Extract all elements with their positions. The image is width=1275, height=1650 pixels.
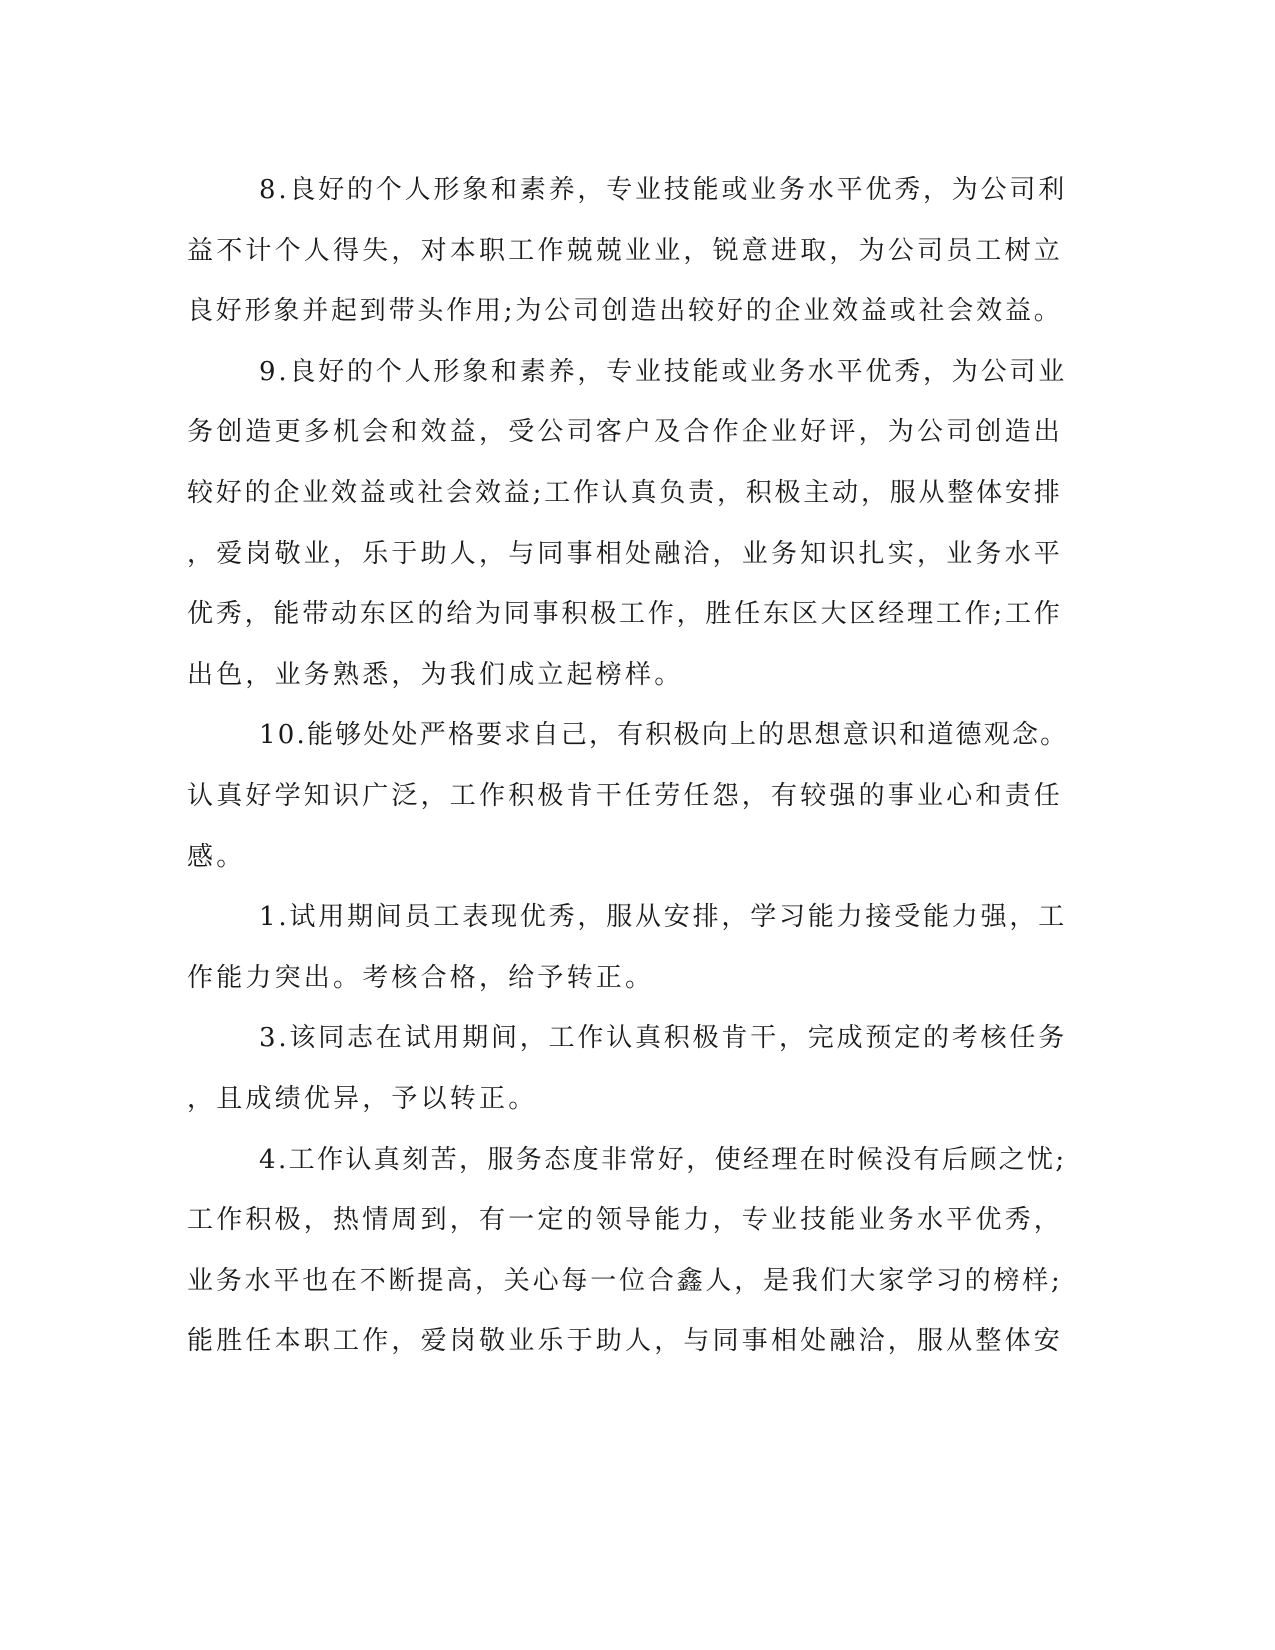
paragraph-line: 9.良好的个人形象和素养，专业技能或业务水平优秀，为公司业	[259, 356, 1068, 387]
paragraph-4	[187, 1130, 1067, 1372]
paragraph-9	[187, 342, 1067, 706]
document-body	[187, 160, 1067, 1372]
paragraph-line: ，爱岗敬业，乐于助人，与同事相处融洽，业务知识扎实，业务水平	[187, 538, 1064, 569]
paragraph-line: 10.能够处处严格要求自己，有积极向上的思想意识和道德观念。	[259, 720, 1069, 751]
paragraph-line: 优秀，能带动东区的给为同事积极工作，胜任东区大区经理工作;工作	[187, 599, 1063, 630]
paragraph-line: 能胜任本职工作，爱岗敬业乐于助人，与同事相处融洽，服从整体安	[187, 1326, 1064, 1357]
paragraph-line: 1.试用期间员工表现优秀，服从安排，学习能力接受能力强，工	[259, 902, 1068, 933]
paragraph-line: 务创造更多机会和效益，受公司客户及合作企业好评，为公司创造出	[187, 417, 1064, 448]
paragraph-3	[187, 1008, 1067, 1129]
paragraph-line: 感。	[187, 841, 246, 872]
paragraph-8	[187, 160, 1067, 342]
paragraph-line: 出色，业务熟悉，为我们成立起榜样。	[187, 659, 684, 690]
paragraph-line: 8.良好的个人形象和素养，专业技能或业务水平优秀，为公司利	[259, 175, 1068, 205]
paragraph-line: 工作积极，热情周到，有一定的领导能力，专业技能业务水平优秀，	[187, 1205, 1064, 1236]
paragraph-line: 良好形象并起到带头作用;为公司创造出较好的企业效益或社会效益。	[187, 296, 1063, 327]
paragraph-10	[187, 705, 1067, 887]
paragraph-line: 3.该同志在试用期间，工作认真积极肯干，完成预定的考核任务	[259, 1023, 1068, 1054]
paragraph-line: 认真好学知识广泛，工作积极肯干任劳任怨，有较强的事业心和责任	[187, 780, 1064, 811]
paragraph-line: 益不计个人得失，对本职工作兢兢业业，锐意进取，为公司员工树立	[187, 235, 1064, 266]
paragraph-line: 较好的企业效益或社会效益;工作认真负责，积极主动，服从整体安排	[187, 477, 1063, 508]
paragraph-line: 业务水平也在不断提高，关心每一位合鑫人，是我们大家学习的榜样;	[187, 1265, 1063, 1296]
paragraph-line: 作能力突出。考核合格，给予转正。	[187, 962, 655, 993]
paragraph-line: ，且成绩优异，予以转正。	[187, 1083, 538, 1114]
paragraph-line: 4.工作认真刻苦，服务态度非常好，使经理在时候没有后顾之忧;	[259, 1144, 1067, 1175]
paragraph-1	[187, 887, 1067, 1008]
